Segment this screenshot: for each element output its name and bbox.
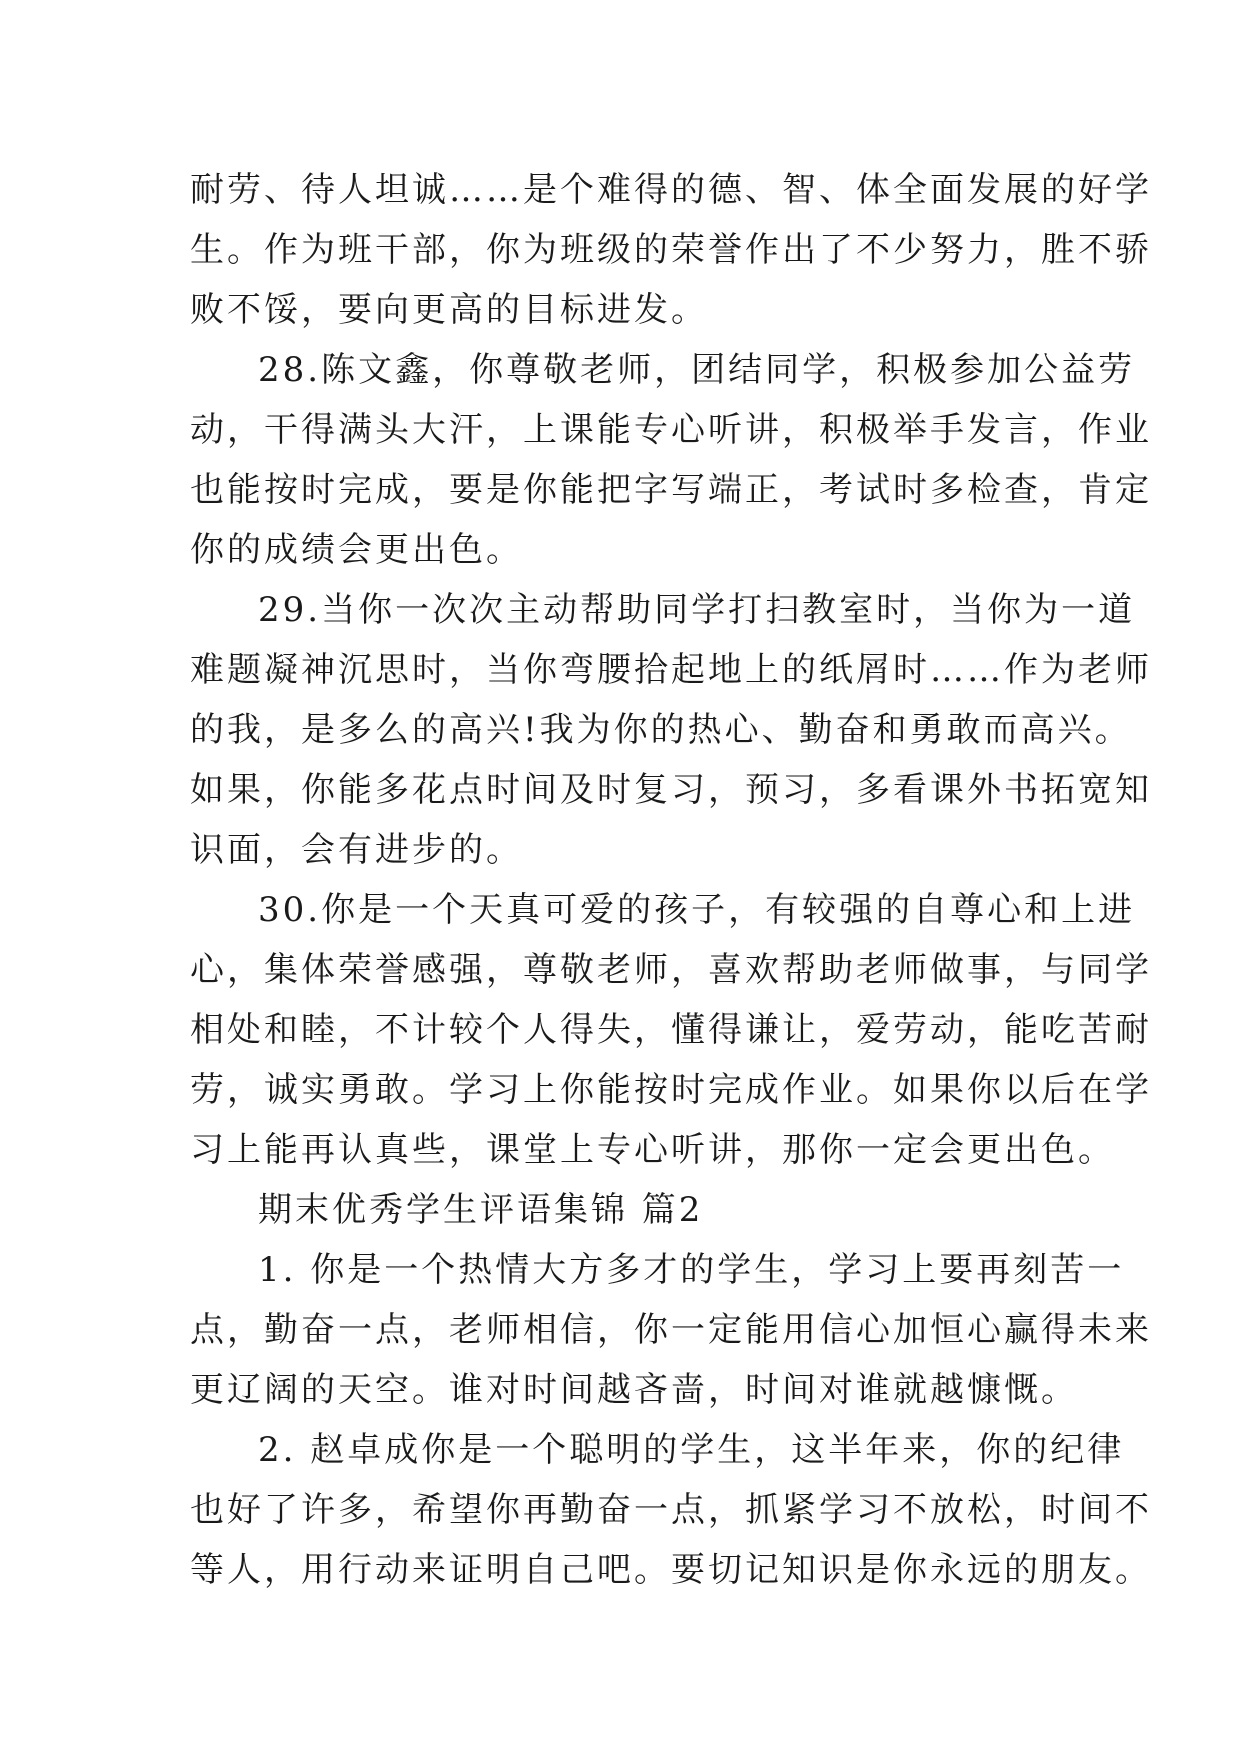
section-heading-text: 期末优秀学生评语集锦 篇2 xyxy=(258,1190,704,1230)
paragraph xyxy=(190,880,1152,1180)
text-line: 等人，用行动来证明自己吧。要切记知识是你永远的朋友。 xyxy=(190,1550,1152,1590)
document-body xyxy=(190,160,1152,1600)
paragraph xyxy=(190,1240,1152,1420)
section-heading xyxy=(190,1180,1070,1240)
text-line: 生。作为班干部，你为班级的荣誉作出了不少努力，胜不骄 xyxy=(190,230,1152,270)
text-line: 2. 赵卓成你是一个聪明的学生，这半年来，你的纪律 xyxy=(258,1430,1125,1470)
text-line: 28.陈文鑫，你尊敬老师，团结同学，积极参加公益劳 xyxy=(258,350,1136,390)
text-line: 相处和睦，不计较个人得失，懂得谦让，爱劳动，能吃苦耐 xyxy=(190,1010,1152,1050)
text-line: 点，勤奋一点，老师相信，你一定能用信心加恒心赢得未来 xyxy=(190,1310,1152,1350)
paragraph xyxy=(190,160,1152,340)
text-line: 也能按时完成，要是你能把字写端正，考试时多检查，肯定 xyxy=(190,470,1152,510)
text-line: 动，干得满头大汗，上课能专心听讲，积极举手发言，作业 xyxy=(190,410,1152,450)
text-line: 你的成绩会更出色。 xyxy=(190,530,523,570)
text-line: 更辽阔的天空。谁对时间越吝啬，时间对谁就越慷慨。 xyxy=(190,1370,1078,1410)
text-line: 1. 你是一个热情大方多才的学生，学习上要再刻苦一 xyxy=(258,1250,1125,1290)
text-line: 难题凝神沉思时，当你弯腰拾起地上的纸屑时……作为老师 xyxy=(190,650,1152,690)
text-line: 习上能再认真些，课堂上专心听讲，那你一定会更出色。 xyxy=(190,1130,1115,1170)
text-line: 劳，诚实勇敢。学习上你能按时完成作业。如果你以后在学 xyxy=(190,1070,1152,1110)
text-line: 败不馁，要向更高的目标进发。 xyxy=(190,290,708,330)
paragraph xyxy=(190,1420,1152,1600)
paragraph xyxy=(190,580,1152,880)
paragraph xyxy=(190,340,1152,580)
text-line: 30.你是一个天真可爱的孩子，有较强的自尊心和上进 xyxy=(258,890,1136,930)
text-line: 29.当你一次次主动帮助同学打扫教室时，当你为一道 xyxy=(258,590,1136,630)
text-line: 识面，会有进步的。 xyxy=(190,830,523,870)
text-line: 也好了许多，希望你再勤奋一点，抓紧学习不放松，时间不 xyxy=(190,1490,1152,1530)
text-line: 耐劳、待人坦诚……是个难得的德、智、体全面发展的好学 xyxy=(190,170,1152,210)
text-line: 如果，你能多花点时间及时复习，预习，多看课外书拓宽知 xyxy=(190,770,1152,810)
text-line: 的我，是多么的高兴!我为你的热心、勤奋和勇敢而高兴。 xyxy=(190,710,1132,750)
text-line: 心，集体荣誉感强，尊敬老师，喜欢帮助老师做事，与同学 xyxy=(190,950,1152,990)
